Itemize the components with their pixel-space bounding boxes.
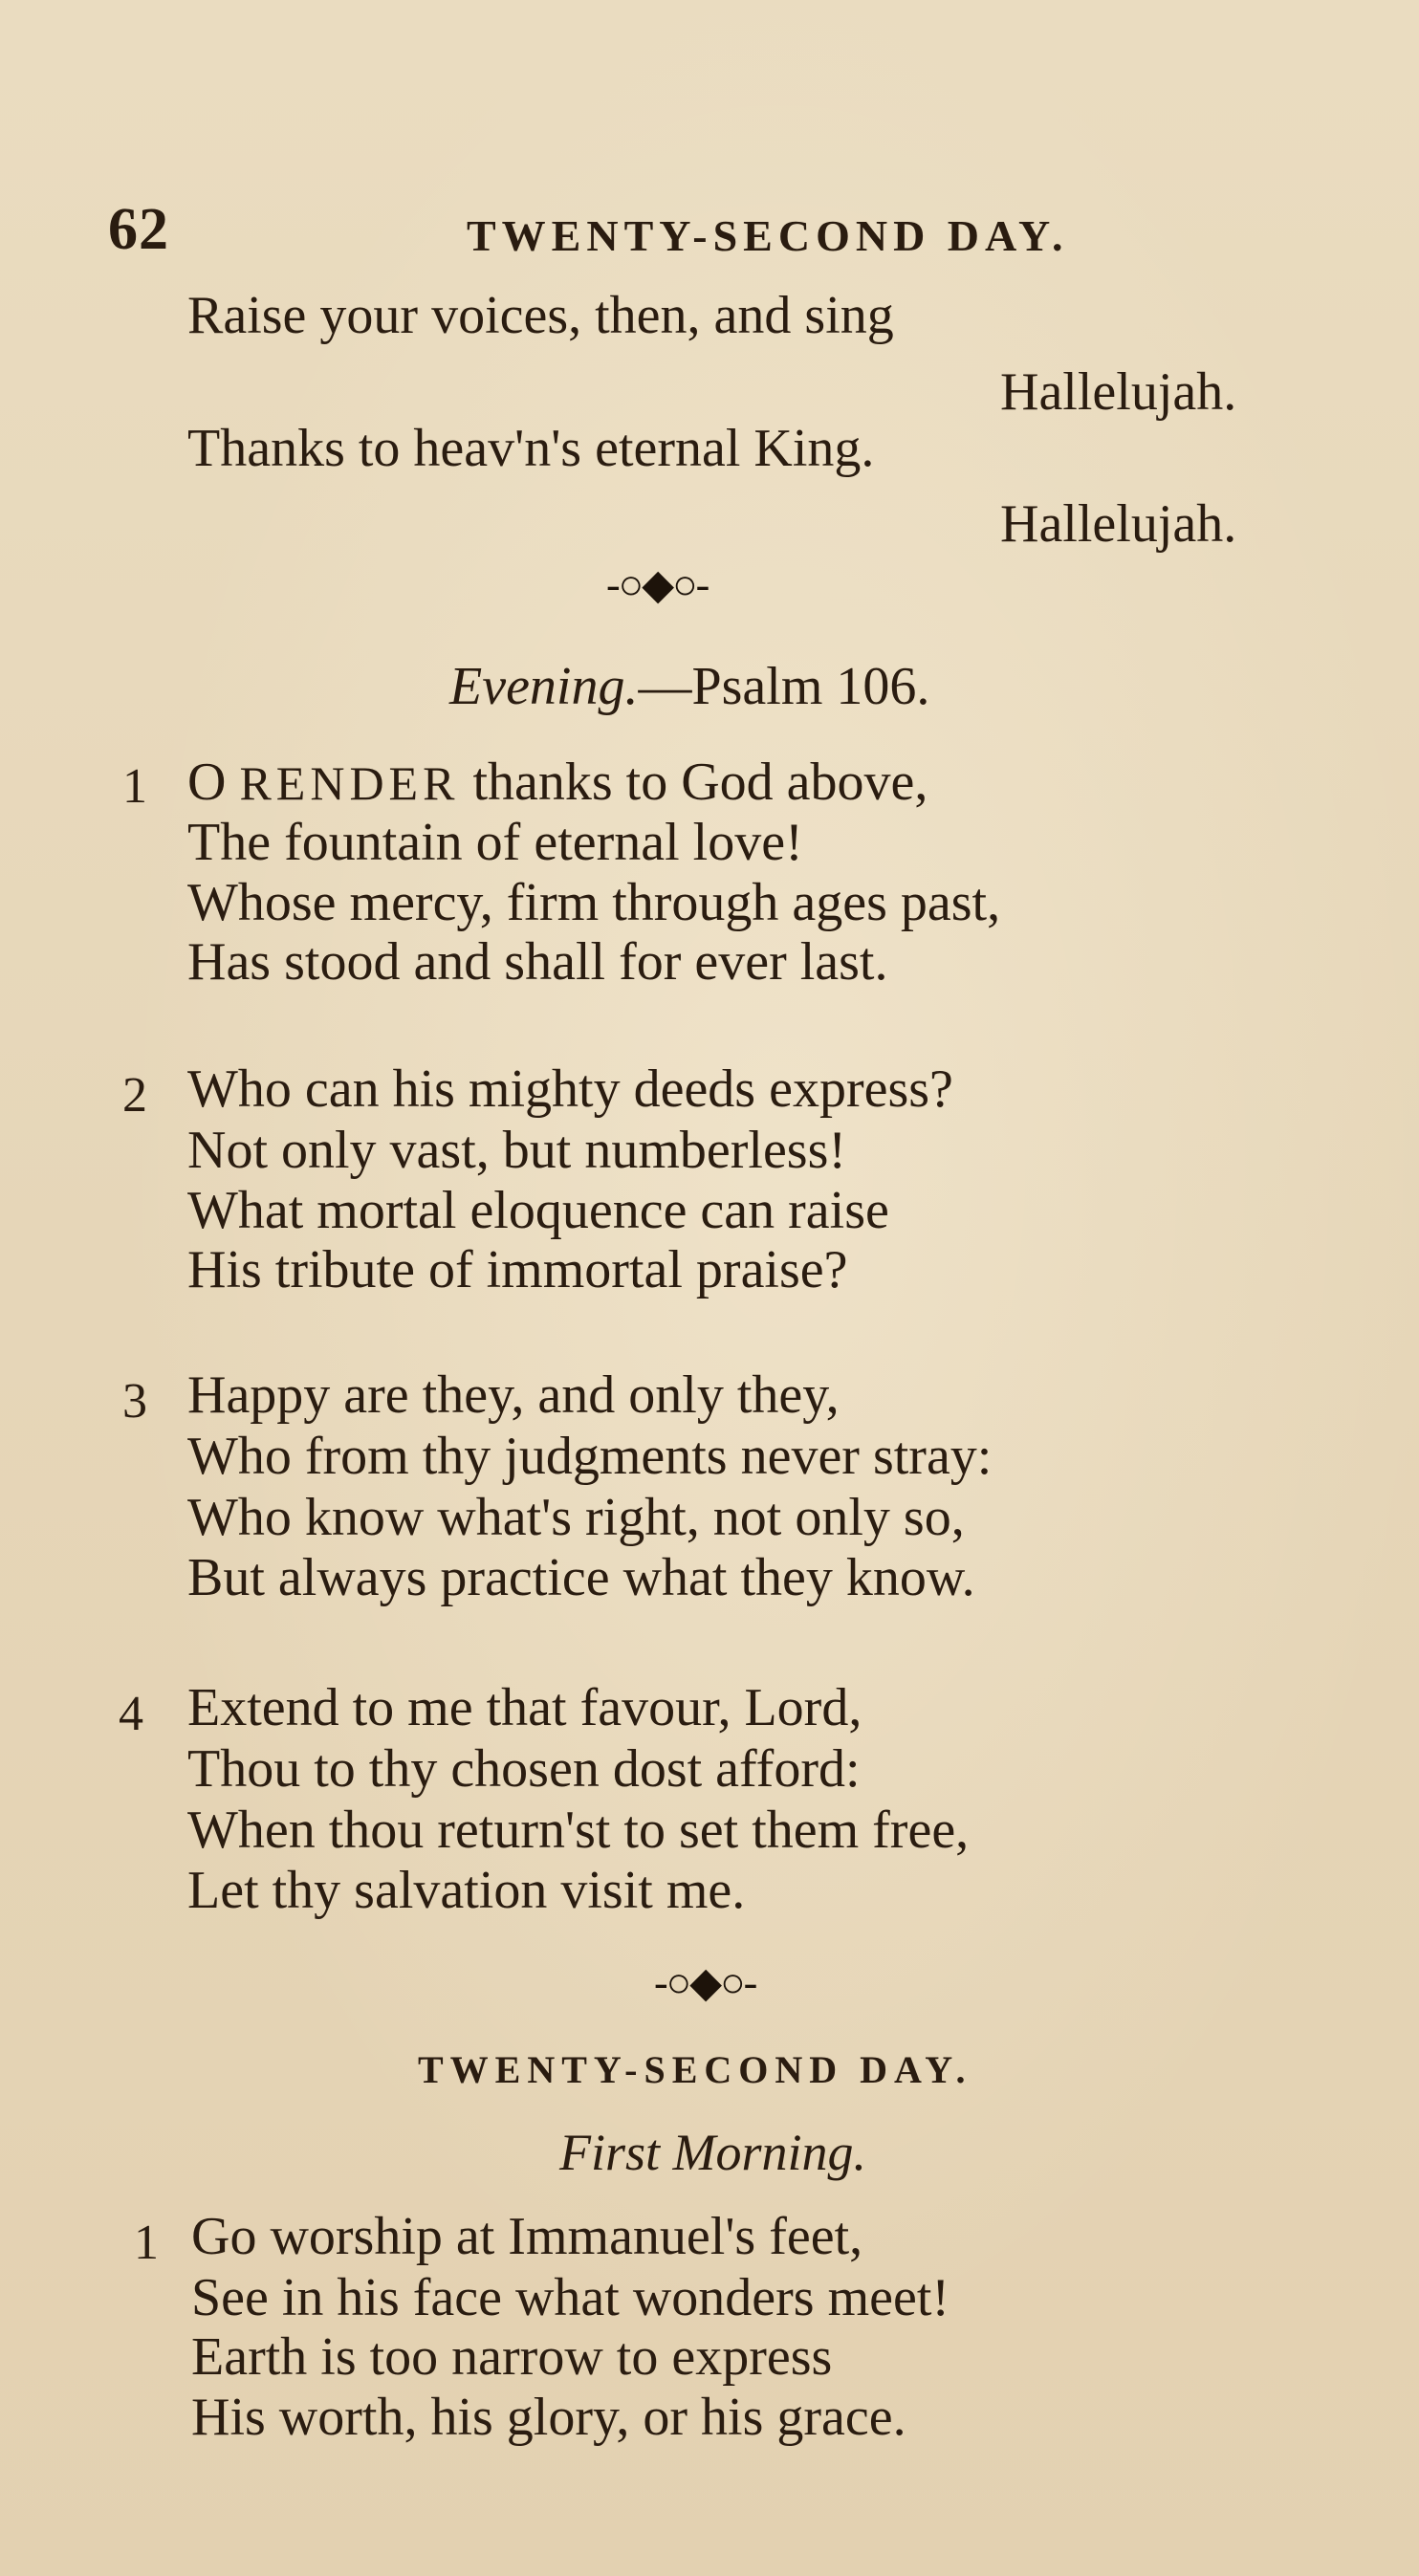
small-caps-word: RENDER: [239, 756, 460, 810]
page-number: 62: [108, 197, 169, 262]
stanza-number: 1: [122, 759, 147, 814]
stanza-3-line-3: Who know what's right, not only so,: [187, 1488, 965, 1547]
evening-heading: [449, 656, 929, 717]
stanza-2-line-4: His tribute of immortal praise?: [187, 1240, 848, 1299]
stanza-3-line-2: Who from thy judgments never stray:: [187, 1427, 993, 1486]
stanza-4-line-1: Extend to me that favour, Lord,: [187, 1678, 862, 1737]
stanza-number: 3: [122, 1374, 147, 1429]
morning-line-2: See in his face what wonders meet!: [191, 2268, 950, 2327]
stanza-number: 4: [119, 1687, 143, 1741]
stanza-3-line-1: Happy are they, and only they,: [187, 1365, 840, 1425]
opening-refrain-2: Hallelujah.: [1000, 494, 1237, 554]
evening-heading-label: Evening.: [449, 657, 639, 716]
stanza-4-line-4: Let thy salvation visit me.: [187, 1861, 746, 1920]
section-subheading: First Morning.: [559, 2124, 867, 2181]
stanza-1-line-2: The fountain of eternal love!: [187, 813, 803, 872]
evening-heading-psalm: —Psalm 106.: [638, 657, 930, 716]
section-title: TWENTY-SECOND DAY.: [418, 2048, 972, 2091]
stanza-2-line-2: Not only vast, but numberless!: [187, 1121, 847, 1180]
opening-line-2: Thanks to heav'n's eternal King.: [187, 419, 875, 478]
morning-line-1: Go worship at Immanuel's feet,: [191, 2207, 863, 2266]
stanza-4-line-3: When thou return'st to set them free,: [187, 1801, 970, 1860]
first-word: O: [187, 753, 227, 812]
stanza-1-line-1: [187, 753, 928, 812]
stanza-1-line-3: Whose mercy, firm through ages past,: [187, 873, 1001, 932]
stanza-3-line-4: But always practice what they know.: [187, 1548, 975, 1607]
morning-line-3: Earth is too narrow to express: [191, 2327, 833, 2387]
morning-line-4: His worth, his glory, or his grace.: [191, 2388, 906, 2447]
running-title: TWENTY-SECOND DAY.: [467, 211, 1069, 260]
stanza-4-line-2: Thou to thy chosen dost afford:: [187, 1739, 861, 1799]
opening-refrain-1: Hallelujah.: [1000, 362, 1237, 422]
stanza-1-line-4: Has stood and shall for ever last.: [187, 932, 888, 992]
line-rest: thanks to God above,: [472, 753, 928, 812]
stanza-2-line-3: What mortal eloquence can raise: [187, 1181, 889, 1240]
ornament-divider: -○◆○-: [654, 1959, 756, 2006]
stanza-number: 1: [134, 2216, 159, 2270]
stanza-number: 2: [122, 1068, 147, 1123]
opening-line-1: Raise your voices, then, and sing: [187, 286, 894, 345]
stanza-2-line-1: Who can his mighty deeds express?: [187, 1059, 953, 1119]
ornament-divider: -○◆○-: [606, 561, 709, 608]
